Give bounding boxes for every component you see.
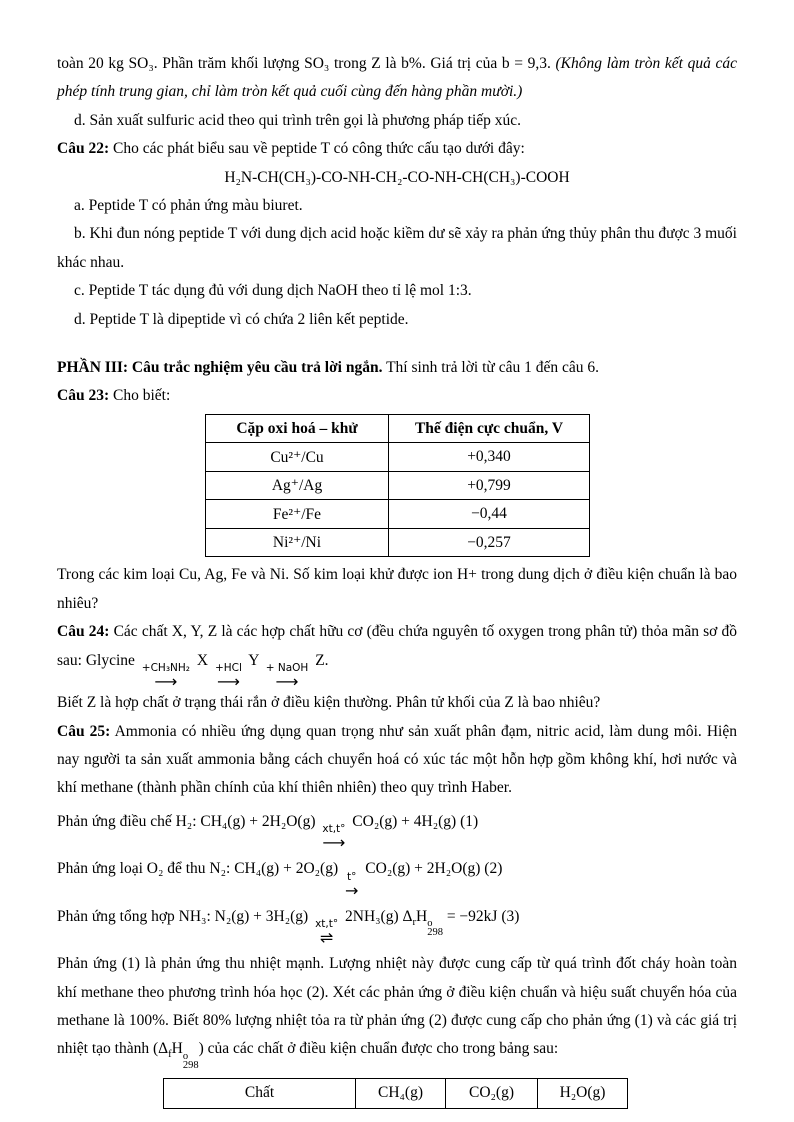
reaction-3-value: = −92kJ (3) xyxy=(446,907,520,925)
delta-subscript-r: r xyxy=(412,916,416,928)
reaction-scheme-step xyxy=(214,662,242,692)
q24-label: Câu 24: xyxy=(57,623,110,641)
reaction-scheme-step xyxy=(265,662,309,692)
compound-y: Y xyxy=(248,651,259,669)
table-cell: CO₂(g) xyxy=(446,1078,538,1108)
enthalpy-supsub xyxy=(427,919,443,938)
enthalpy-sup: o xyxy=(427,917,433,929)
q25-label: Câu 25: xyxy=(57,722,111,740)
arrow-right-icon: → xyxy=(345,880,359,900)
reaction-2-rhs: CO₂(g) + 2H₂O(g) (2) xyxy=(365,860,503,878)
table-cell: +0,799 xyxy=(389,471,590,500)
q22-heading xyxy=(57,135,737,163)
electrode-potential-table xyxy=(205,414,590,558)
table-cell: −0,257 xyxy=(389,528,590,557)
formation-enthalpy-table xyxy=(163,1078,628,1109)
intro-text: toàn 20 kg SO₃. Phần trăm khối lượng SO₃ trong Z là b%. Giá trị của b = 9,3. xyxy=(57,55,556,72)
q22-statement-a: a. Peptide T có phản ứng màu biuret. xyxy=(74,197,303,215)
intro-note-italic: (Không làm tròn kết quả các phép tính trung gian, chỉ làm tròn kết quả cuối cùng đến hàng phần mười.) xyxy=(57,55,737,101)
q25-intro: Ammonia có nhiều ứng dụng quan trọng như sản xuất phân đạm, nitric acid, làm dung môi. Hiện nay người ta sản xuất ammonia bằng cách chuyển hoá có xúc tác một hỗn hợp gồm không khí, hơi nước và khí methane (thành phần chính của khí thiên nhiên) theo quy trình Haber. xyxy=(57,722,737,797)
q24-question: Biết Z là hợp chất ở trạng thái rắn ở điều kiện thường. Phân tử khối của Z là bao nhiêu? xyxy=(57,694,601,712)
table-cell: +0,340 xyxy=(389,443,590,472)
delta-subscript-f: f xyxy=(168,1049,172,1061)
part3-subtitle: Thí sinh trả lời từ câu 1 đến câu 6. xyxy=(386,359,599,377)
intro-paragraph xyxy=(57,50,737,107)
table-cell: −0,44 xyxy=(389,500,590,529)
enthalpy-h: H xyxy=(171,1040,183,1058)
q25-reaction-3 xyxy=(57,903,737,946)
enthalpy-sub: 298 xyxy=(427,927,443,939)
arrow-right-icon: ⟶ xyxy=(322,833,346,853)
equilibrium-arrow-icon: ⇌ xyxy=(319,928,334,948)
table-row xyxy=(206,471,590,500)
table-cell: Ag⁺/Ag xyxy=(206,471,389,500)
compound-x: X xyxy=(196,651,209,669)
statement-d-sulfuric: d. Sản xuất sulfuric acid theo qui trình trên gọi là phương pháp tiếp xúc. xyxy=(74,111,522,129)
q25-reaction-1 xyxy=(57,808,737,851)
reaction-condition xyxy=(315,918,339,948)
part3-heading xyxy=(57,354,737,382)
q25-para2-text: Phản ứng (1) là phản ứng thu nhiệt mạnh. Lượng nhiệt này được cung cấp từ quá trình đốt cháy hoàn toàn khí methane theo phương trình hóa học (2). Xét các phản ứng ở điều kiện chuẩn và hiệu suất chuyển hóa của methane là 100%. Biết 80% lượng nhiệt tỏa ra từ phản ứng (2) được cung cấp cho phản ứng (1) và các giá trị nhiệt tạo thành (Δ xyxy=(57,955,737,1058)
compound-z: Z. xyxy=(315,651,329,669)
q22-statement-d: d. Peptide T là dipeptide vì có chứa 2 liên kết peptide. xyxy=(74,310,409,328)
arrow-condition-label: xt,t° xyxy=(315,918,339,931)
part3-title: PHẦN III: Câu trắc nghiệm yêu cầu trả lời ngắn. xyxy=(57,359,383,377)
enthalpy-supsub xyxy=(183,1052,199,1071)
arrow-condition-label: xt,t° xyxy=(322,823,346,836)
arrow-reagent-label: +CH₃NH₂ xyxy=(141,662,190,675)
arrow-right-icon: ⟶ xyxy=(154,672,178,692)
table-header-cell: Cặp oxi hoá – khử xyxy=(206,414,389,443)
q22-statement-b: b. Khi đun nóng peptide T với dung dịch acid hoặc kiềm dư sẽ xảy ra phản ứng thủy phân thu được 3 muối khác nhau. xyxy=(57,225,737,271)
reaction-3-rhs: 2NH₃(g) Δ xyxy=(345,907,413,925)
reaction-2-lhs: Phản ứng loại O₂ để thu N₂: CH₄(g) + 2O₂(g) xyxy=(57,860,339,878)
arrow-reagent-label: +HCl xyxy=(214,662,242,675)
reaction-1-lhs: Phản ứng điều chế H₂: CH₄(g) + 2H₂O(g) xyxy=(57,812,316,830)
enthalpy-sub: 298 xyxy=(182,1060,199,1072)
arrow-reagent-label: + NaOH xyxy=(265,662,309,675)
reaction-3-lhs: Phản ứng tổng hợp NH₃: N₂(g) + 3H₂(g) xyxy=(57,907,309,925)
q22-peptide-formula: H₂N-CH(CH₃)-CO-NH-CH₂-CO-NH-CH(CH₃)-COOH xyxy=(224,168,570,186)
arrow-right-icon: ⟶ xyxy=(275,672,299,692)
reaction-condition xyxy=(345,872,358,898)
q23-label: Câu 23: xyxy=(57,387,110,405)
table-header-cell: Thế điện cực chuẩn, V xyxy=(389,414,590,443)
q22-label: Câu 22: xyxy=(57,140,110,158)
q24-paragraph xyxy=(57,618,738,692)
table-cell: Chất xyxy=(164,1078,356,1108)
q25-reaction-2 xyxy=(57,855,737,898)
q25-paragraph-2 xyxy=(57,950,737,1070)
table-row xyxy=(206,500,590,529)
q24-intro: Các chất X, Y, Z là các hợp chất hữu cơ (đều chứa nguyên tố oxygen trong phân tử) thỏa mãn sơ đồ sau: Glycine xyxy=(57,623,738,669)
reaction-condition xyxy=(322,823,346,853)
arrow-condition-label: t° xyxy=(347,870,357,883)
table-row xyxy=(206,528,590,557)
arrow-right-icon: ⟶ xyxy=(216,672,240,692)
table-cell: Fe²⁺/Fe xyxy=(206,500,389,529)
enthalpy-sup: o xyxy=(182,1050,189,1062)
table-cell: H₂O(g) xyxy=(538,1078,628,1108)
table-header-row xyxy=(206,414,590,443)
reaction-1-rhs: CO₂(g) + 4H₂(g) (1) xyxy=(352,812,479,830)
table-row xyxy=(206,443,590,472)
table-cell: CH₄(g) xyxy=(356,1078,446,1108)
q22-statement-c: c. Peptide T tác dụng đủ với dung dịch NaOH theo tỉ lệ mol 1:3. xyxy=(74,282,472,300)
table-header-row xyxy=(164,1078,628,1108)
reaction-scheme-step xyxy=(141,662,190,692)
enthalpy-h: H xyxy=(415,907,428,925)
q22-intro: Cho các phát biểu sau về peptide T có công thức cấu tạo dưới đây: xyxy=(112,140,525,158)
table-cell: Cu²⁺/Cu xyxy=(206,443,389,472)
q23-heading xyxy=(57,382,737,410)
q25-para2-text-end: ) của các chất ở điều kiện chuẩn được cho trong bảng sau: xyxy=(198,1040,559,1058)
q23-intro: Cho biết: xyxy=(112,387,171,405)
q25-paragraph xyxy=(57,718,737,803)
q23-question: Trong các kim loại Cu, Ag, Fe và Ni. Số kim loại khử được ion H+ trong dung dịch ở điều kiện chuẩn là bao nhiêu? xyxy=(57,566,737,612)
table-cell: Ni²⁺/Ni xyxy=(206,528,389,557)
